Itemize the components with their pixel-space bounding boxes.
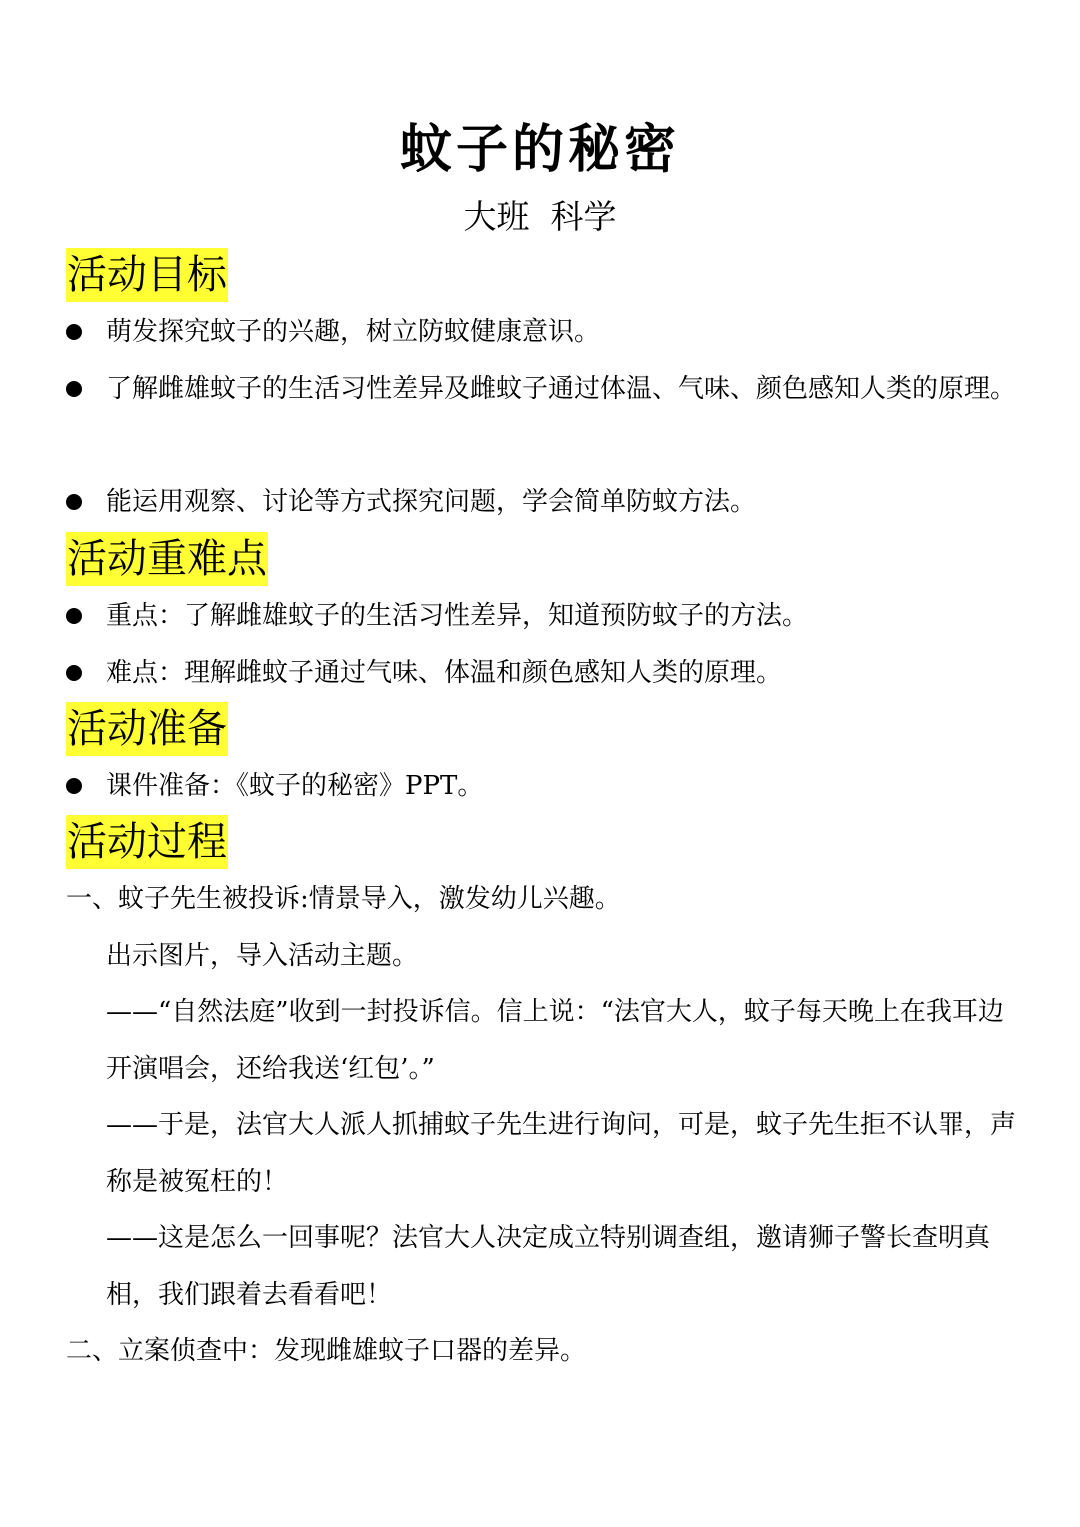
document-title: 蚊子的秘密 — [399, 119, 680, 180]
process-step-1: 一、蚊子先生被投诉:情景导入，激发幼儿兴趣。 — [66, 884, 621, 914]
document-subtitle: 大班 科学 — [463, 197, 617, 236]
bullet-icon — [66, 381, 82, 397]
process-step-2: 二、立案侦查中：发现雌雄蚊子口器的差异。 — [66, 1336, 587, 1366]
section-heading-preparation: 活动准备 — [66, 702, 228, 756]
list-item: 能运用观察、讨论等方式探究问题，学会简单防蚊方法。 — [66, 474, 1026, 530]
section-heading-process: 活动过程 — [66, 815, 228, 869]
bullet-icon — [66, 665, 82, 681]
section-heading-keypoints: 活动重难点 — [66, 532, 268, 586]
process-paragraph: ——于是，法官大人派人抓捕蚊子先生进行询问，可是，蚊子先生拒不认罪，声称是被冤枉的！ — [106, 1110, 1017, 1197]
bullet-icon — [66, 608, 82, 624]
bullet-icon — [66, 778, 82, 794]
list-item: 课件准备：《蚊子的秘密》PPT。 — [66, 758, 1026, 814]
process-paragraph: ——这是怎么一回事呢？法官大人决定成立特别调查组，邀请狮子警长查明真相，我们跟着去看看吧！ — [106, 1223, 991, 1310]
list-item: 难点：理解雌蚊子通过气味、体温和颜色感知人类的原理。 — [66, 645, 1026, 701]
bullet-icon — [66, 324, 82, 340]
process-paragraph: 出示图片，导入活动主题。 — [106, 941, 419, 971]
bullet-icon — [66, 494, 82, 510]
process-paragraph: ——“自然法庭”收到一封投诉信。信上说：“法官大人，蚊子每天晚上在我耳边开演唱会，还给我送‘红包’。” — [106, 997, 1004, 1084]
list-item: 了解雌雄蚊子的生活习性差异及雌蚊子通过体温、气味、颜色感知人类的原理。 — [66, 361, 1026, 417]
section-heading-goals: 活动目标 — [66, 248, 228, 302]
list-item: 重点：了解雌雄蚊子的生活习性差异，知道预防蚊子的方法。 — [66, 588, 1026, 644]
list-item: 萌发探究蚊子的兴趣，树立防蚊健康意识。 — [66, 304, 1026, 360]
